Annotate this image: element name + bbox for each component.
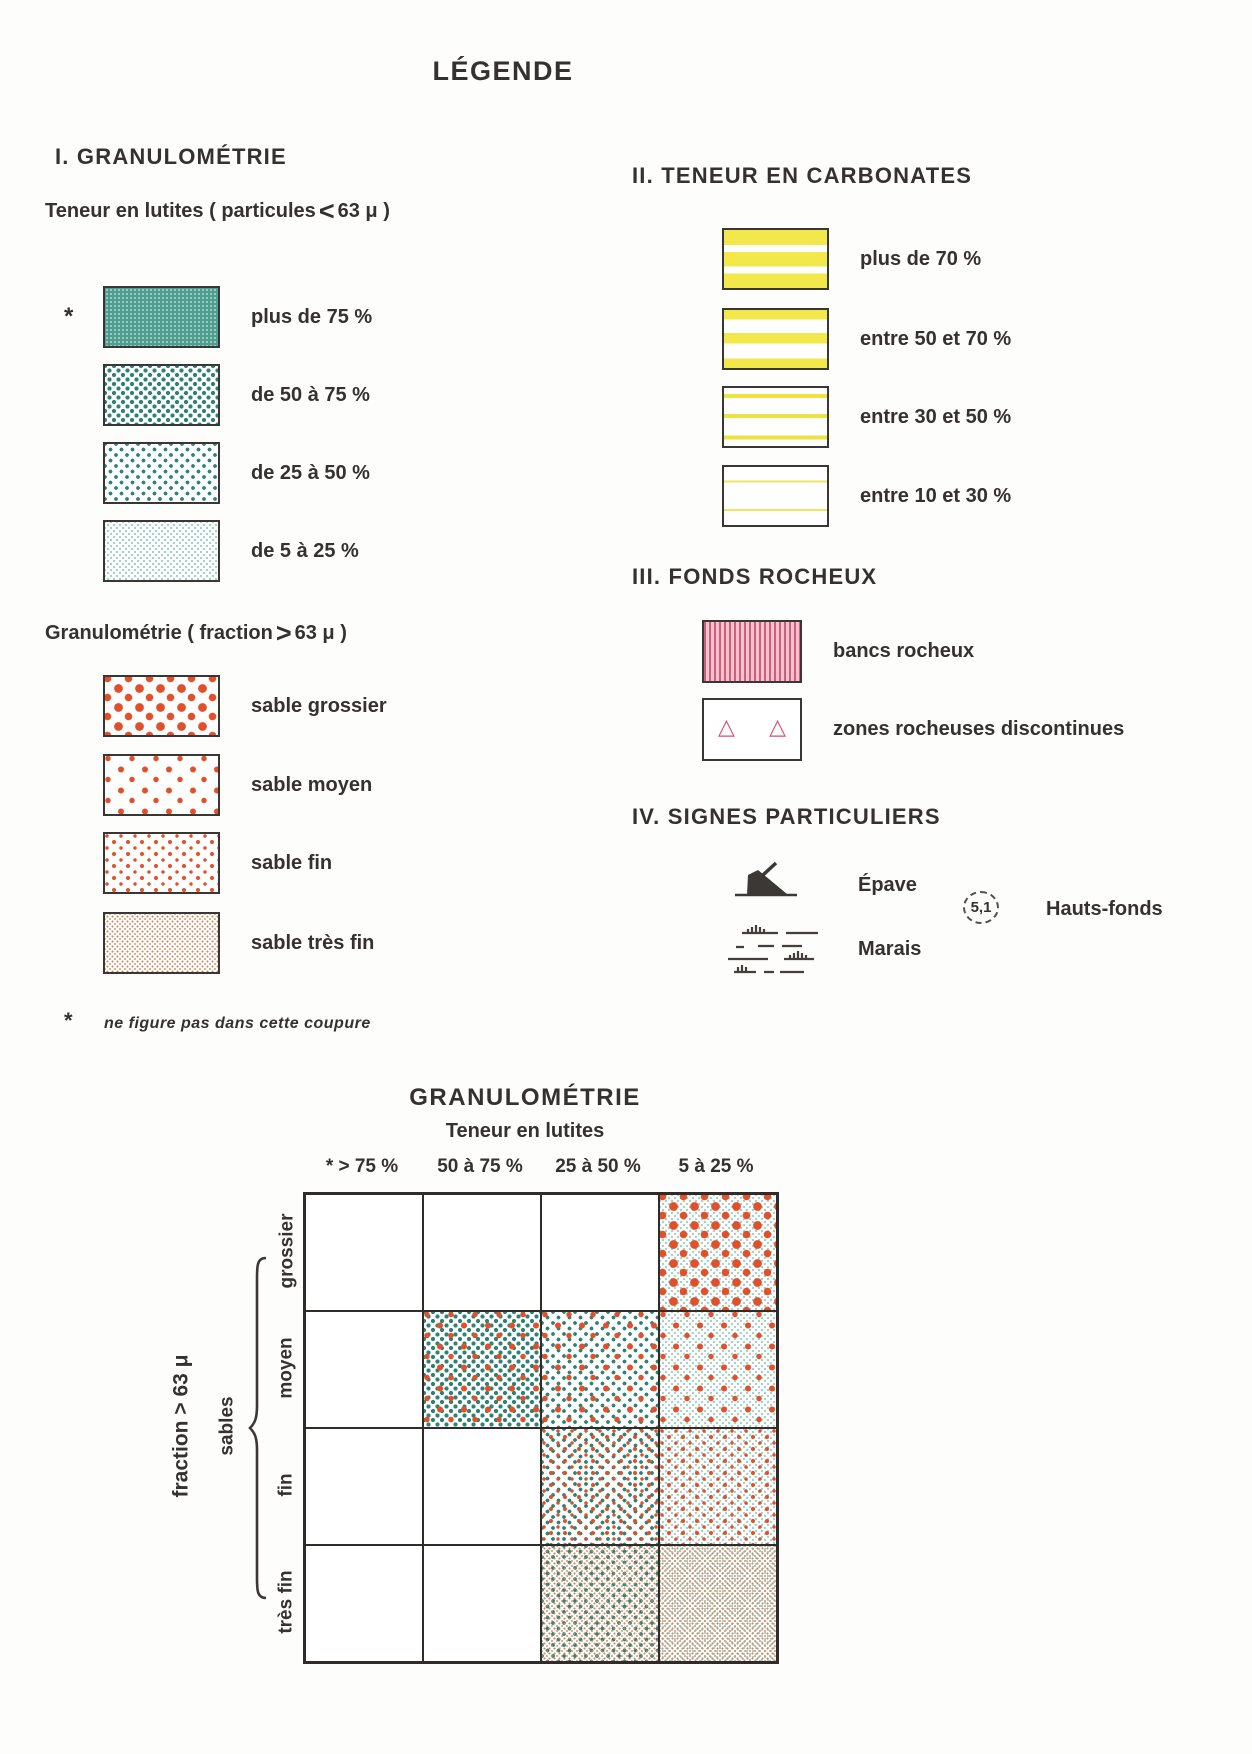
matrix-cell [541,1545,659,1662]
lutites-heading: Teneur en lutites ( particules < 63 μ ) [45,196,390,226]
matrix-row-label: très fin [276,1569,298,1634]
matrix-col-header: * > 75 % [325,1156,399,1177]
asterisk-marker: * [64,1008,73,1033]
swatch-label: plus de 70 % [860,247,982,270]
swatch-carbonates-50-70 [722,308,829,370]
swatch-label: entre 10 et 30 % [860,484,1012,507]
matrix-cell [305,1545,423,1662]
matrix-cell-layer [542,1195,658,1310]
swatch-carbonates-plus70 [722,228,829,290]
swatch-label: sable moyen [251,773,373,796]
section-heading-signes: IV. SIGNES PARTICULIERS [632,804,941,829]
matrix-row-label: moyen [276,1336,297,1399]
section-heading-granulometrie: I. GRANULOMÉTRIE [55,144,287,169]
epave-label: Épave [858,874,917,896]
matrix-cell-layer [306,1546,422,1661]
fraction-axis-label: fraction > 63 μ [169,1354,193,1498]
matrix-cell [305,1311,423,1428]
matrix-cell [659,1194,777,1311]
swatch-label: sable très fin [251,931,375,954]
matrix-cell-layer [542,1312,658,1427]
matrix-row-label: grossier [276,1213,298,1288]
sables-label: sables [217,1396,238,1456]
legend-row [64,286,372,348]
swatch-lutites-50-75 [103,364,220,426]
matrix-cell-layer [424,1195,540,1310]
less-than-operator: < [318,196,335,226]
swatch-label: entre 30 et 50 % [860,405,1012,428]
matrix-cell [659,1545,777,1662]
legend-row [702,620,974,683]
epave-icon [733,860,799,900]
swatch-bancs-rocheux [702,620,802,683]
swatch-carbonates-30-50 [722,386,829,448]
sables-brace-icon [248,1256,270,1600]
matrix-cell [423,1545,541,1662]
matrix-cell-layer [660,1546,776,1661]
matrix-cell [541,1428,659,1545]
matrix-cell [541,1194,659,1311]
legend-row [103,754,372,816]
swatch-label: sable fin [251,851,333,874]
marais-icon [722,920,832,982]
greater-than-operator: > [275,618,292,648]
matrix-cell [423,1311,541,1428]
fraction-axis [164,1192,198,1660]
matrix-row-labels [272,1192,302,1660]
legend-row [722,228,981,290]
swatch-label: plus de 75 % [251,305,373,328]
matrix-cell [659,1311,777,1428]
swatch-label: de 25 à 50 % [251,461,370,484]
swatch-label: sable grossier [251,694,387,717]
section-heading-carbonates: II. TENEUR EN CARBONATES [632,163,973,188]
swatch-sable-tres-fin [103,912,220,974]
matrix-subtitle: Teneur en lutites [445,1120,605,1142]
asterisk-marker: * [64,303,74,330]
matrix-cell-layer [424,1312,540,1427]
matrix-cell [541,1311,659,1428]
matrix-title: GRANULOMÉTRIE [409,1084,641,1111]
matrix-cell-layer [424,1429,540,1544]
granulometrie-matrix [303,1192,779,1664]
matrix-cell-layer [542,1429,658,1544]
legend-row [103,675,387,737]
swatch-label: zones rocheuses discontinues [833,718,1125,740]
legend-row [702,698,1124,761]
triangle-icon: △ [769,713,786,739]
swatch-lutites-5-25 [103,520,220,582]
matrix-col-header: 25 à 50 % [555,1156,641,1177]
legend-row [722,308,1011,370]
hauts-fonds-badge [963,891,999,924]
matrix-row-label: fin [276,1472,297,1497]
matrix-col-header: 50 à 75 % [437,1156,523,1177]
matrix-cell [305,1428,423,1545]
swatch-label: de 50 à 75 % [251,383,370,406]
matrix-col-headers [303,1156,775,1178]
matrix-cell-layer [660,1429,776,1544]
section-heading-fonds-rocheux: III. FONDS ROCHEUX [632,564,878,589]
matrix-cell-layer [306,1312,422,1427]
matrix-cell-layer [306,1195,422,1310]
legend-row [64,364,370,426]
footnote [64,1008,371,1034]
swatch-sable-moyen [103,754,220,816]
footnote-text: ne figure pas dans cette coupure [104,1015,371,1032]
hauts-fonds-value: 5,1 [970,899,992,916]
swatch-label: bancs rocheux [833,640,975,662]
legend-row [722,465,1011,527]
matrix-cell [423,1194,541,1311]
swatch-label: de 5 à 25 % [251,539,359,562]
swatch-label: entre 50 et 70 % [860,327,1012,350]
hauts-fonds-label: Hauts-fonds [1046,898,1163,920]
matrix-cell-layer [660,1195,776,1310]
legend-row [722,386,1011,448]
matrix-cell [423,1428,541,1545]
matrix-cell-layer [424,1546,540,1661]
swatch-lutites-25-50 [103,442,220,504]
matrix-col-header: 5 à 25 % [678,1156,754,1177]
matrix-cell-layer [306,1429,422,1544]
triangle-icon: △ [718,713,735,739]
fraction-heading: Granulométrie ( fraction > 63 μ ) [45,618,347,648]
swatch-carbonates-10-30 [722,465,829,527]
legend-row [103,832,332,894]
swatch-sable-grossier [103,675,220,737]
legend-row [64,520,359,582]
legend-row [103,912,374,974]
matrix-cell [659,1428,777,1545]
page-title: LÉGENDE [432,56,574,86]
matrix-cell-layer [660,1312,776,1427]
marais-label: Marais [858,938,922,960]
swatch-zones-rocheuses [702,698,802,761]
legend-row [64,442,370,504]
swatch-lutites-plus75 [103,286,220,348]
matrix-cell [305,1194,423,1311]
swatch-sable-fin [103,832,220,894]
sables-group [214,1192,242,1660]
matrix-cell-layer [542,1546,658,1661]
